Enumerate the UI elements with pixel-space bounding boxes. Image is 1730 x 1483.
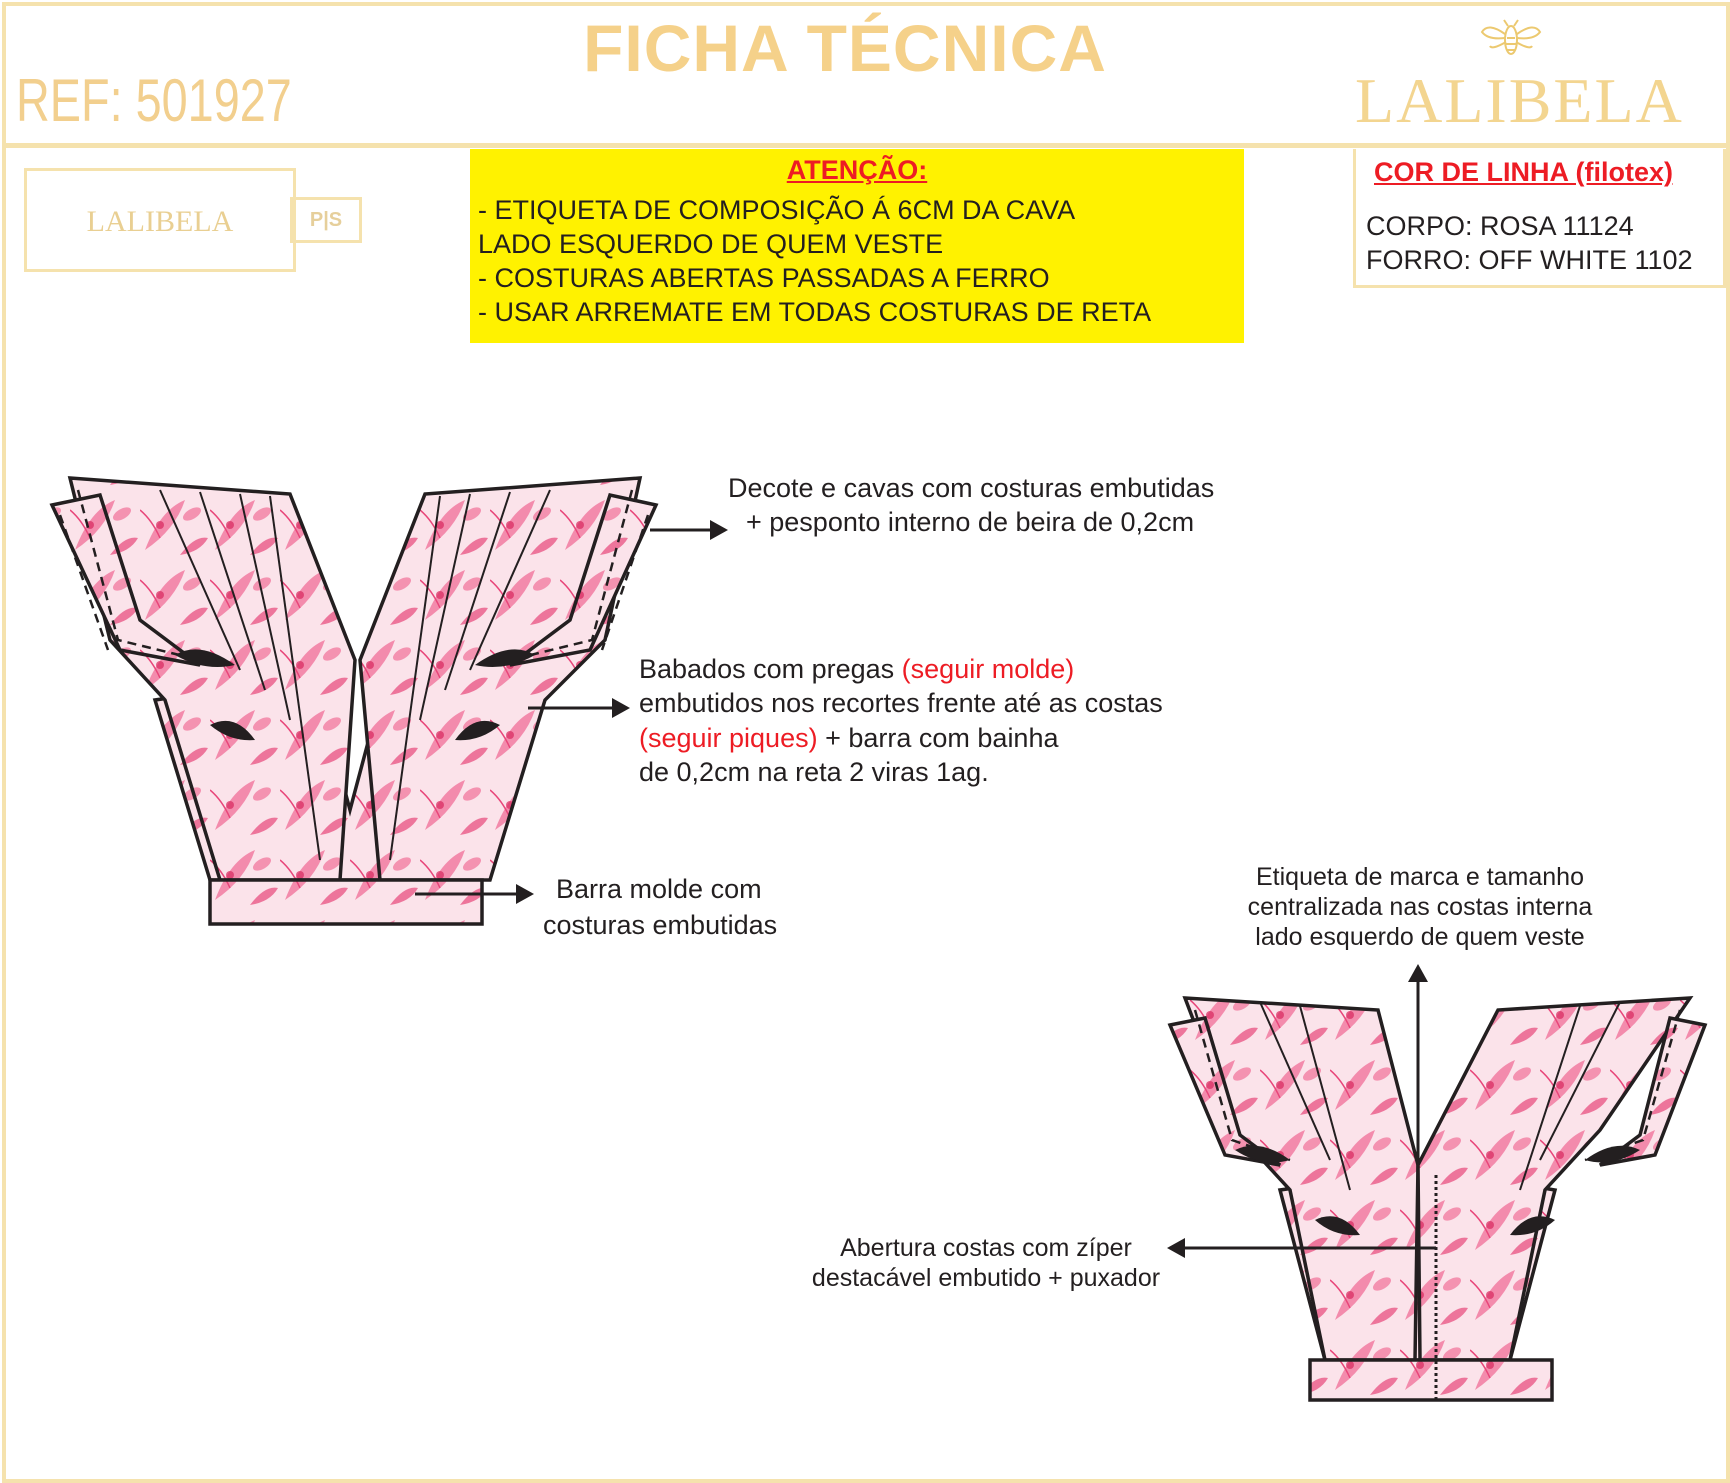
thread-color-title: COR DE LINHA (filotex) xyxy=(1374,157,1673,187)
ruffles-note-line xyxy=(639,721,1058,756)
attention-line: - COSTURAS ABERTAS PASSADAS A FERRO xyxy=(478,263,1050,293)
zipper-note-line: destacável embutido + puxador xyxy=(811,1264,1161,1292)
ruffles-note-text: + barra com bainha xyxy=(817,723,1059,753)
attention-line: LADO ESQUERDO DE QUEM VESTE xyxy=(478,229,944,259)
ruffles-note-line: de 0,2cm na reta 2 viras 1ag. xyxy=(639,757,989,787)
reference-number: REF: 501927 xyxy=(16,67,292,134)
hem-note-line: costuras embutidas xyxy=(543,910,778,940)
ruffles-note-line xyxy=(639,652,1074,687)
ruffles-note-highlight: (seguir piques) xyxy=(639,723,818,753)
brand-label-text: LALIBELA xyxy=(86,205,234,238)
brand-tag-note-line: lado esquerdo de quem veste xyxy=(1255,923,1585,951)
page-title: FICHA TÉCNICA xyxy=(583,11,1107,85)
thread-lining-color: FORRO: OFF WHITE 1102 xyxy=(1366,245,1693,275)
front-view-drawing xyxy=(52,478,656,924)
attention-line: - USAR ARREMATE EM TODAS COSTURAS DE RETA xyxy=(478,297,1152,327)
back-view-drawing xyxy=(1170,998,1705,1400)
neckline-note-line: Decote e cavas com costuras embutidas xyxy=(728,473,1215,503)
hem-note-line: Barra molde com xyxy=(556,874,762,904)
ruffles-note-text: Babados com pregas xyxy=(639,654,902,684)
brand-logo: LALIBELA xyxy=(1355,65,1684,136)
neckline-note-line: + pesponto interno de beira de 0,2cm xyxy=(746,507,1195,537)
brand-tag-note-line: centralizada nas costas interna xyxy=(1247,893,1593,921)
attention-line: - ETIQUETA DE COMPOSIÇÃO Á 6CM DA CAVA xyxy=(478,195,1076,225)
ruffles-note-highlight: (seguir molde) xyxy=(901,654,1075,684)
size-label-box: P|S xyxy=(290,197,362,243)
attention-title: ATENÇÃO: xyxy=(786,155,928,185)
ruffles-note-line: embutidos nos recortes frente até as costas xyxy=(639,688,1163,718)
brand-tag-note-line: Etiqueta de marca e tamanho xyxy=(1256,863,1584,891)
zipper-note-line: Abertura costas com zíper xyxy=(840,1234,1132,1262)
thread-body-color: CORPO: ROSA 11124 xyxy=(1366,211,1634,241)
